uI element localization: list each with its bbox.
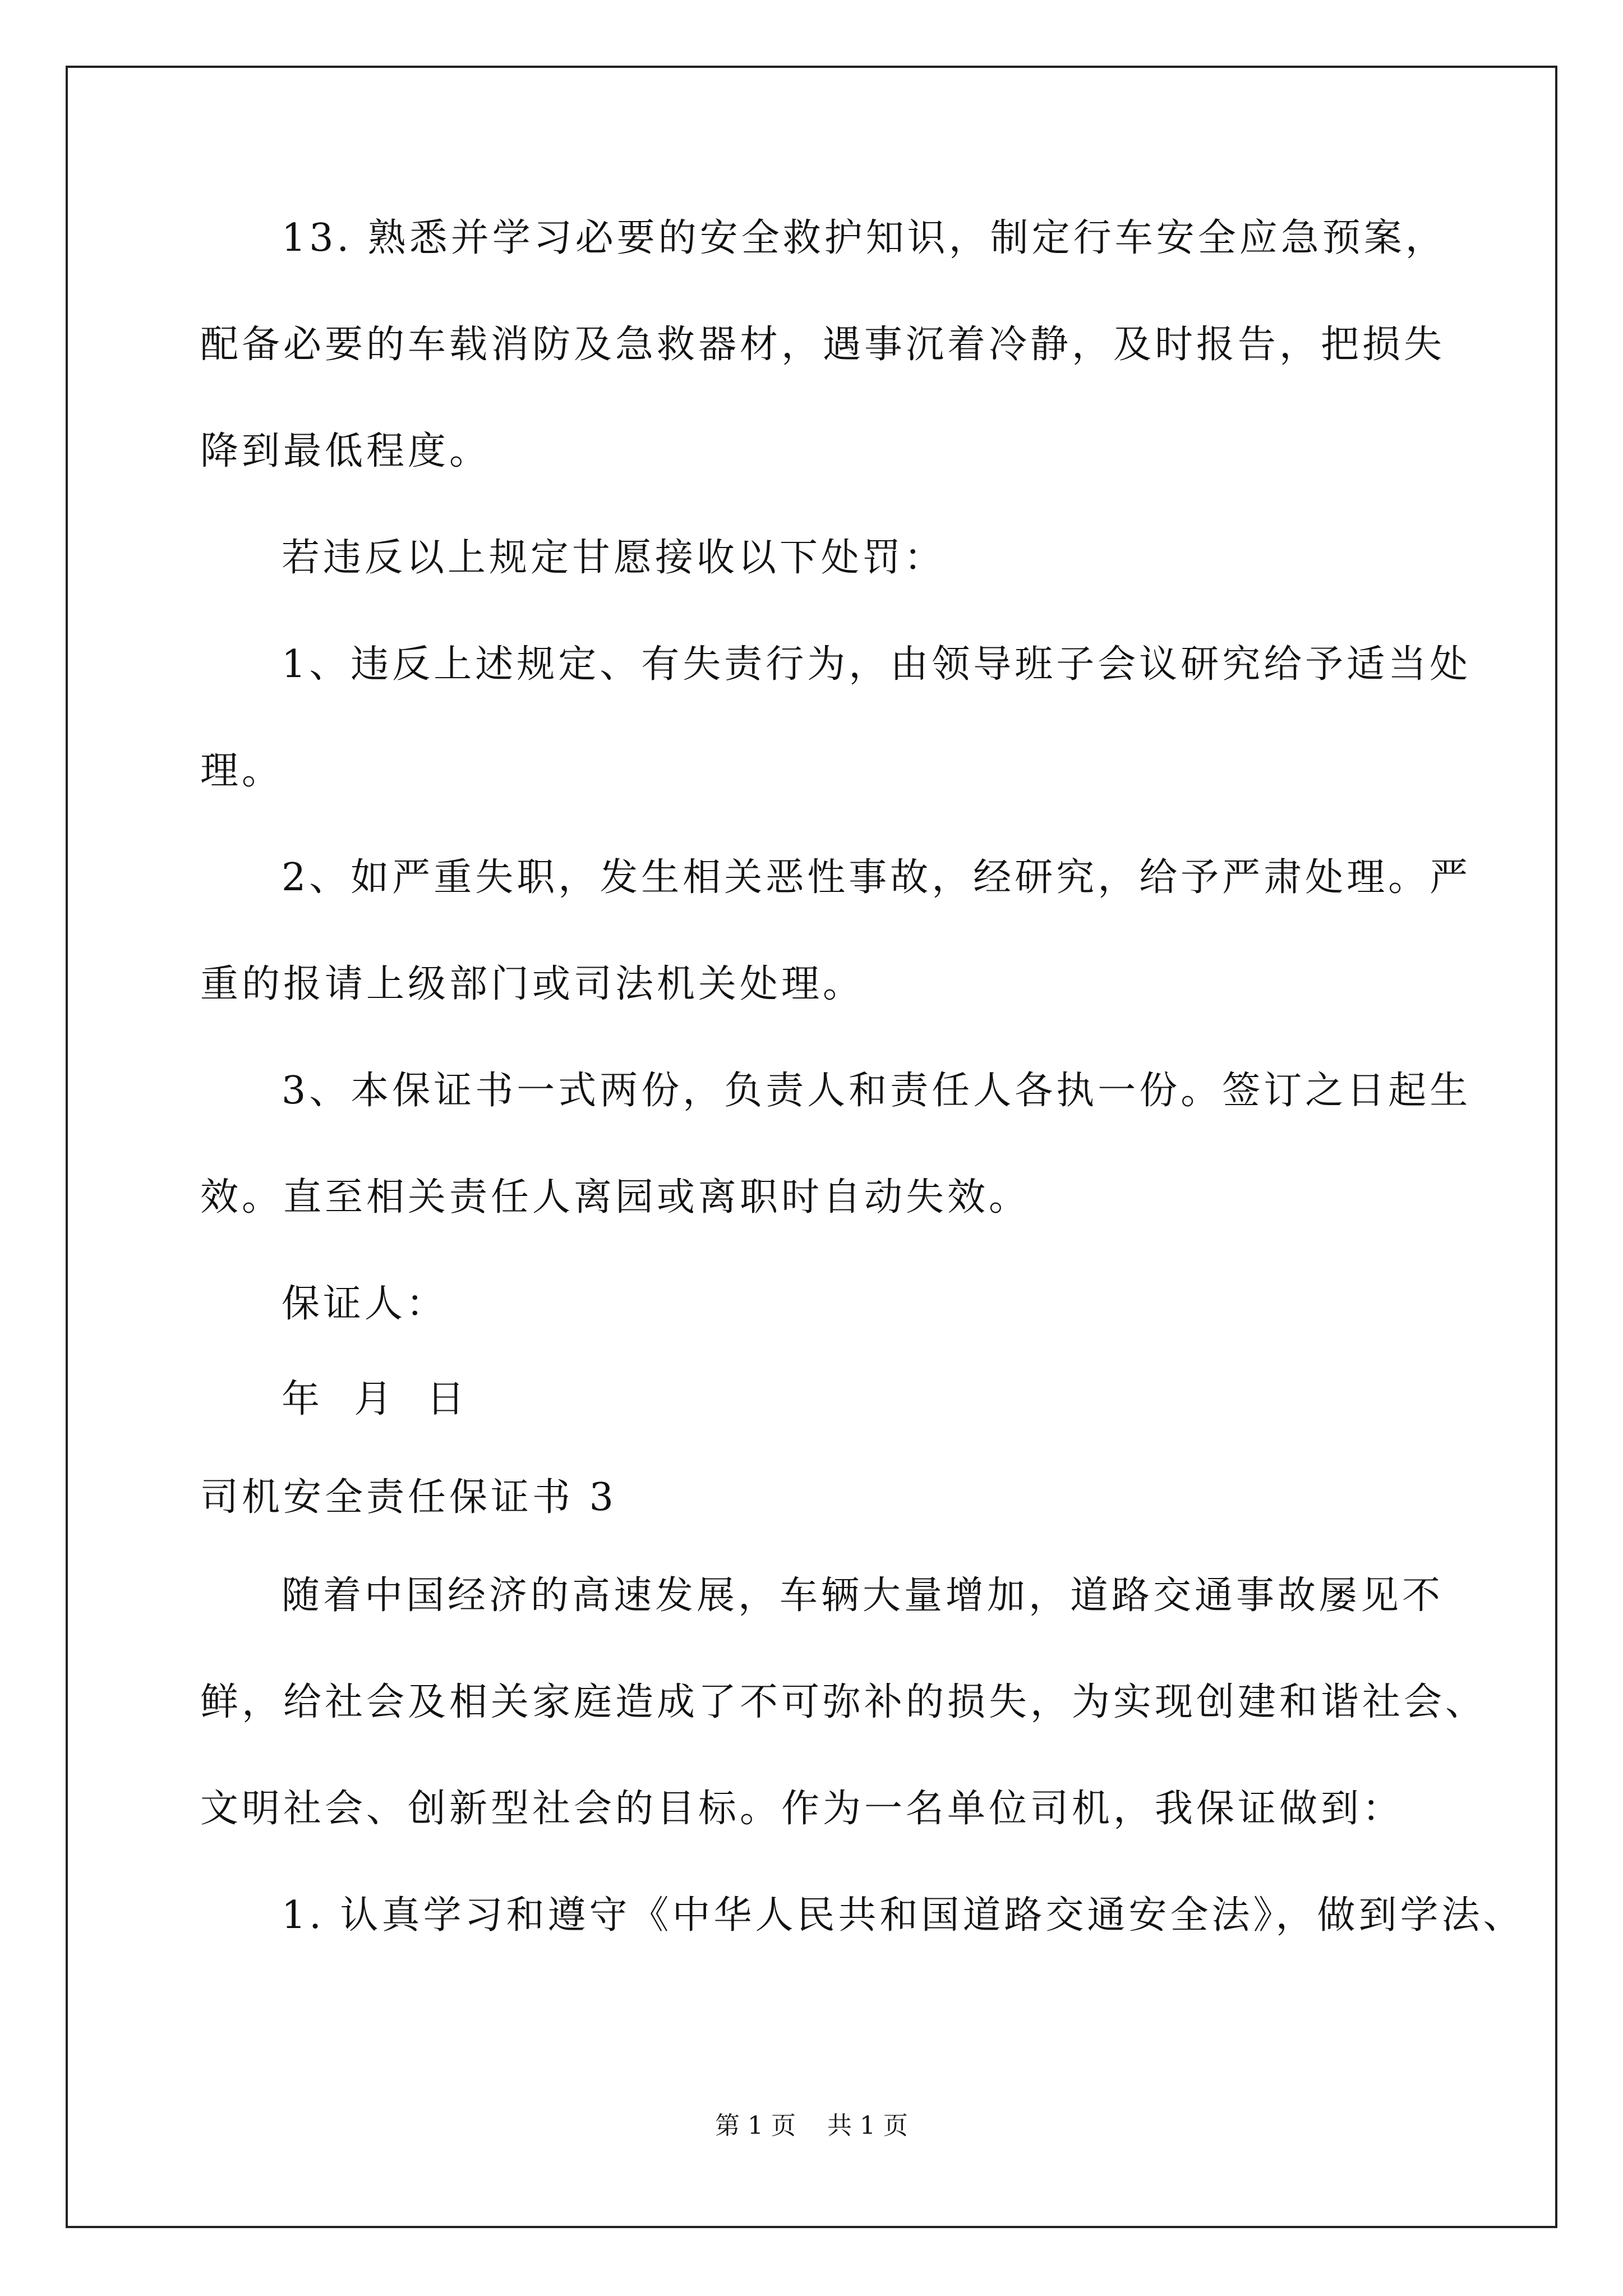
signatory-label: 保证人： <box>282 1282 448 1326</box>
text-line-1: 13. 熟悉并学习必要的安全救护知识，制定行车安全应急预案， <box>282 216 1447 260</box>
text-line-16: 文明社会、创新型社会的目标。作为一名单位司机，我保证做到： <box>200 1787 1404 1831</box>
text-line-10: 效。直至相关责任人离园或离职时自动失效。 <box>200 1175 1031 1220</box>
text-line-2: 配备必要的车载消防及急救器材，遇事沉着冷静，及时报告，把损失 <box>200 323 1446 367</box>
text-line-14: 随着中国经济的高速发展，车辆大量增加，道路交通事故屡见不 <box>282 1573 1444 1618</box>
text-line-6: 理。 <box>200 749 284 793</box>
text-line-8: 重的报请上级部门或司法机关处理。 <box>200 962 865 1006</box>
text-line-17: 1. 认真学习和遵守《中华人民共和国道路交通安全法》，做到学法、 <box>282 1893 1525 1938</box>
text-line-9: 3、本保证书一式两份，负责人和责任人各执一份。签订之日起生 <box>282 1069 1472 1113</box>
page-footer: 第 1 页 共 1 页 <box>715 2111 908 2140</box>
text-line-7: 2、如严重失职，发生相关恶性事故，经研究，给予严肃处理。严 <box>282 855 1472 900</box>
date-line: 年 月 日 <box>282 1377 468 1421</box>
section-title: 司机安全责任保证书 3 <box>200 1475 617 1520</box>
text-line-5: 1、违反上述规定、有失责行为，由领导班子会议研究给予适当处 <box>282 642 1472 687</box>
text-line-15: 鲜，给社会及相关家庭造成了不可弥补的损失，为实现创建和谐社会、 <box>200 1680 1487 1724</box>
text-line-3: 降到最低程度。 <box>200 429 491 473</box>
text-line-4: 若违反以上规定甘愿接收以下处罚： <box>282 536 946 580</box>
